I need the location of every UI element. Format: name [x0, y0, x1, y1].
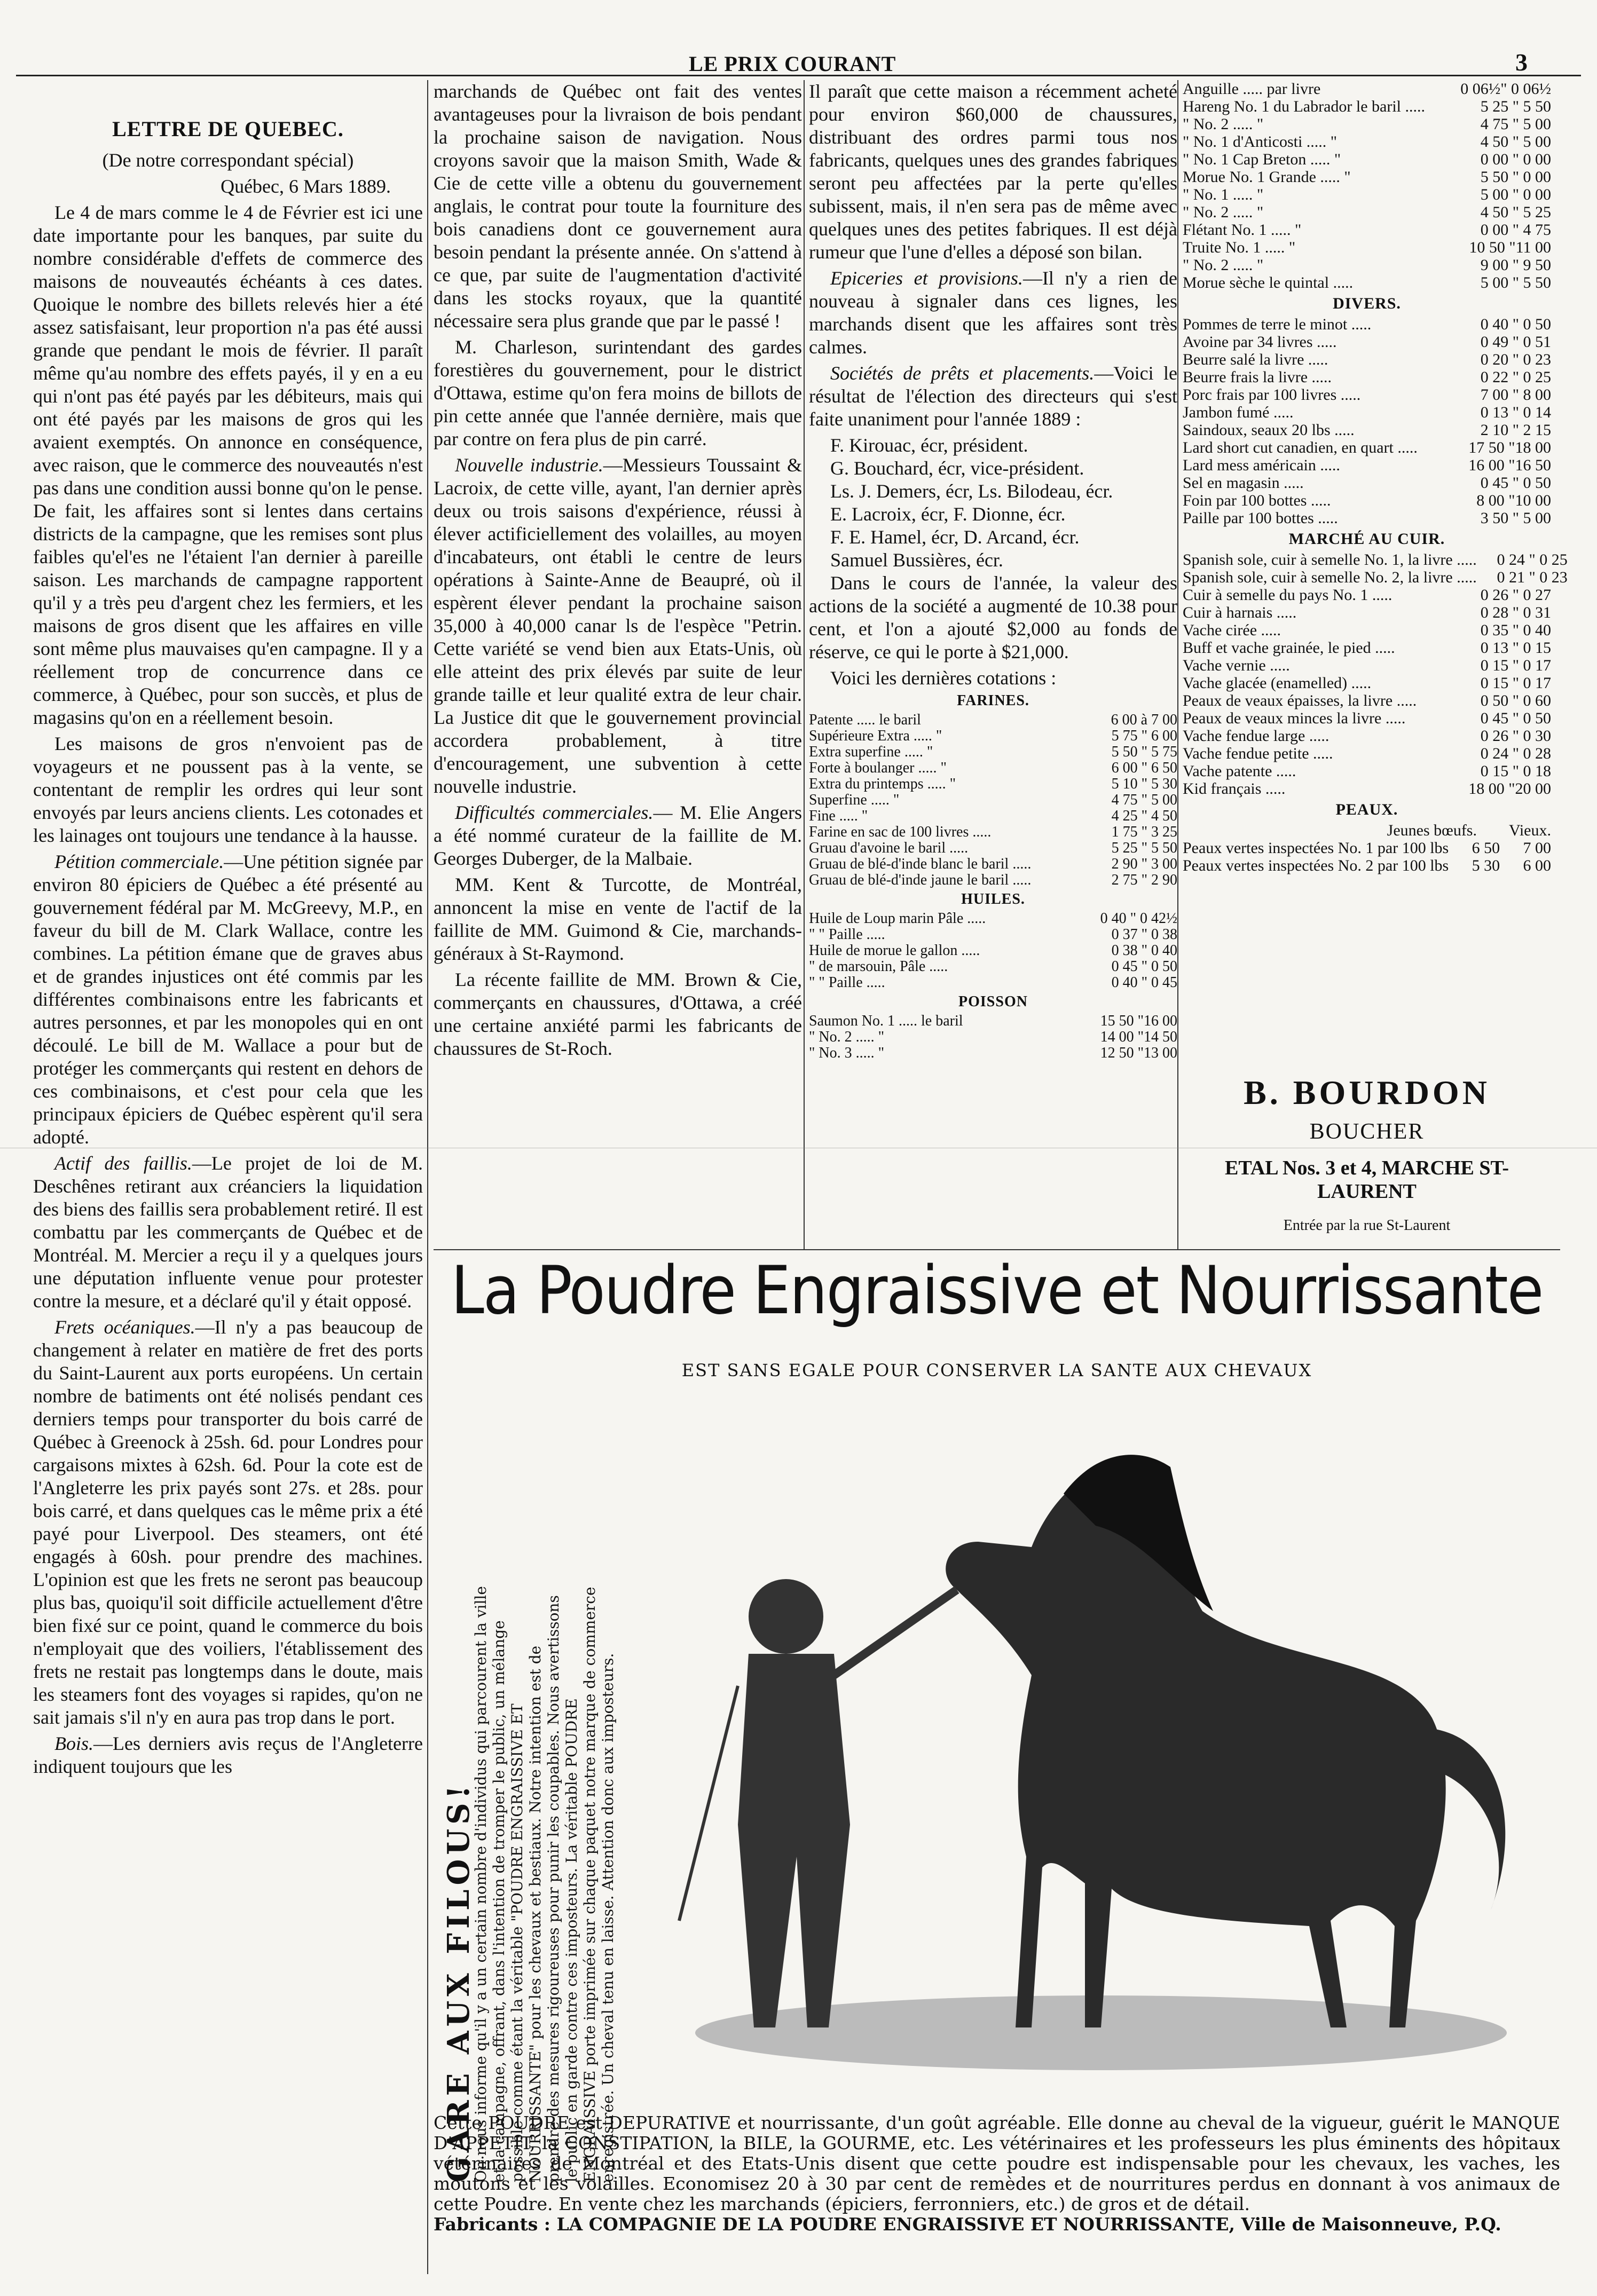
item-price: 16 00 "16 50 [1468, 456, 1551, 474]
item-price: 0 15 " 0 17 [1480, 657, 1551, 674]
price-table-poisson [809, 1013, 1177, 1061]
director-entry: Samuel Bussières, écr. [830, 549, 1003, 571]
peaux-header-col: Jeunes bœufs. [1387, 822, 1477, 839]
paragraph: Dans le cours de l'année, la valeur des actions de la société a augmenté de 10.38 pour cent, et l'on a ajouté $2,000 au fonds de réserve, ce qui le porte à $21,000. [809, 572, 1177, 662]
column-rule-3 [1177, 80, 1178, 1249]
item-name: Extra du printemps ..... " [809, 776, 956, 792]
section-title-cuir: MARCHÉ AU CUIR. [1288, 530, 1445, 548]
item-price: 0 40 " 0 45 [1111, 974, 1177, 991]
item-name: Cuir à harnais ..... [1183, 604, 1297, 621]
item-name: Superfine ..... " [809, 792, 900, 808]
item-name: Anguille ..... par livre [1183, 80, 1321, 98]
item-price: 7 00 " 8 00 [1480, 386, 1551, 404]
price-table-farines [809, 712, 1177, 888]
item-name: " No. 2 ..... " [1183, 115, 1264, 133]
item-price: 18 00 "20 00 [1468, 780, 1551, 798]
item-price: 5 30 [1472, 857, 1500, 874]
price-row [1183, 604, 1551, 621]
price-row [1183, 333, 1551, 351]
item-name: " No. 2 ..... " [809, 1029, 885, 1045]
item-price: 0 40 " 0 50 [1480, 315, 1551, 333]
groom-head-icon [749, 1579, 823, 1654]
director-entry: F. E. Hamel, écr, D. Arcand, écr. [830, 526, 1080, 548]
item-price: 5 50 " 5 75 [1111, 744, 1177, 760]
price-row [809, 856, 1177, 872]
item-name: Cuir à semelle du pays No. 1 ..... [1183, 586, 1393, 604]
item-price: 0 40 " 0 42½ [1100, 910, 1177, 927]
byline: (De notre correspondant spécial) [102, 149, 354, 171]
section-title-divers: DIVERS. [1333, 295, 1401, 312]
paragraph: marchands de Québec ont fait des ventes avantageuses pour la livraison de bois pendant la prochaine saison de navigation. Nous croyons savoir que la maison Smith, Wade & Cie de cette ville a obtenu du gouvernement anglais, le contrat pour toute la fourniture des bois canadiens dont ce gouvernement aura besoin pendant la présente année. On s'attend à ce que, par suite de l'augmentation d'activité dans les stocks royaux, que la quantité nécessaire sera plus grande que par le passé ! [434, 81, 802, 332]
paragraph: M. Charleson, surintendant des gardes forestières du gouvernement, pour le district d'Ottawa, estime qu'on fera moins de billots de pin cette année que l'année dernière, mais que par contre on fera plus de pin carré. [434, 336, 802, 449]
price-row [1183, 98, 1551, 115]
item-price: 0 49 " 0 51 [1480, 333, 1551, 351]
price-row [809, 760, 1177, 776]
section-lead: Nouvelle industrie. [455, 454, 603, 476]
item-name: " " Paille ..... [809, 974, 885, 991]
item-name: Pommes de terre le minot ..... [1183, 315, 1372, 333]
price-row [1183, 780, 1551, 798]
item-price: 0 28 " 0 31 [1480, 604, 1551, 621]
item-name: Peaux vertes inspectées No. 1 par 100 lbs [1183, 839, 1449, 857]
whip-icon [679, 1686, 738, 1921]
item-price: 14 00 "14 50 [1100, 1029, 1177, 1045]
item-price: 0 37 " 0 38 [1111, 926, 1177, 943]
price-row [1183, 586, 1551, 604]
director-entry: G. Bouchard, écr, vice-président. [830, 457, 1084, 479]
item-price: 0 20 " 0 23 [1480, 351, 1551, 368]
groom-arm-icon [834, 1590, 957, 1675]
item-price: 0 50 " 0 60 [1480, 692, 1551, 709]
price-row [1183, 692, 1551, 709]
price-row [1183, 639, 1551, 657]
item-name: Vache fendue large ..... [1183, 727, 1329, 745]
page-number: 3 [1515, 49, 1528, 76]
price-row [1183, 315, 1551, 333]
price-row [809, 927, 1177, 943]
price-table-fish [1183, 80, 1551, 291]
price-row [1183, 256, 1551, 274]
item-price: 4 50 " 5 00 [1480, 133, 1551, 151]
warning-box [441, 1584, 617, 2182]
item-price: 6 00 à 7 00 [1111, 712, 1177, 728]
section-lead: Actif des faillis. [54, 1153, 192, 1174]
bourdon-advert [1183, 1073, 1551, 1234]
price-row [1183, 569, 1568, 586]
price-table-huiles [809, 911, 1177, 991]
item-name: Patente ..... le baril [809, 712, 921, 728]
price-row [809, 840, 1177, 856]
section-title-huiles: HUILES. [961, 891, 1025, 908]
item-name: Buff et vache grainée, le pied ..... [1183, 639, 1395, 657]
item-name: Foin par 100 bottes ..... [1183, 492, 1331, 509]
item-price: 0 15 " 0 17 [1480, 674, 1551, 692]
section-title-farines: FARINES. [957, 692, 1029, 709]
advert-body [434, 2113, 1560, 2235]
item-name: Huile de Loup marin Pâle ..... [809, 910, 986, 927]
price-row [809, 959, 1177, 975]
directors-list [809, 434, 1177, 572]
item-name: Peaux de veaux minces la livre ..... [1183, 709, 1406, 727]
item-name: Peaux de veaux épaisses, la livre ..... [1183, 692, 1417, 709]
price-row [809, 872, 1177, 888]
column-1 [33, 80, 423, 1781]
price-row [1183, 421, 1551, 439]
price-row [809, 943, 1177, 959]
advert-subtitle: EST SANS EGALE POUR CONSERVER LA SANTE AUX CHEVAUX [681, 1360, 1312, 1380]
warning-text: On nous informe qu'il y a un certain nombre d'individus qui parcourent la ville et la campagne, offrant, dans l'intention de tromper le public, un mélange possible comme étant la véritable "POUDRE ENGRAISSIVE ET NOURRISSANTE" pour les chevaux et bestiaux. Notre intention est de prendre des mesures rigoureuses pour punir les coupables. Nous avertissons le public en garde contre ces imposteurs. La véritable POUDRE ENGRAISSIVE porte imprimée sur chaque paquet notre marque de commerce enregistrée. Un cheval tenu en laisse. Attention donc aux imposteurs. [472, 1586, 617, 2182]
price-row [1183, 368, 1551, 386]
price-row [1183, 203, 1551, 221]
item-name: Avoine par 34 livres ..... [1183, 333, 1337, 351]
warning-title: GARE AUX FILOUS! [441, 1781, 476, 2182]
item-price: 1 75 " 3 25 [1111, 824, 1177, 840]
item-price: 4 50 " 5 25 [1480, 203, 1551, 221]
item-price: 6 50 [1472, 839, 1500, 857]
item-price: 0 26 " 0 27 [1480, 586, 1551, 604]
item-name: Lard short cut canadien, en quart ..... [1183, 439, 1418, 456]
item-price: 7 00 [1523, 839, 1551, 857]
item-price: 0 00 " 4 75 [1480, 221, 1551, 239]
paragraph: MM. Kent & Turcotte, de Montréal, annoncent la mise en vente de l'actif de la faillite de MM. Guimond & Cie, marchands-généraux à St-Raymond. [434, 874, 802, 964]
item-price: 0 45 " 0 50 [1480, 709, 1551, 727]
newspaper-title: LE PRIX COURANT [689, 52, 896, 76]
director-entry: F. Kirouac, écr, président. [830, 435, 1028, 456]
paragraph: Il paraît que cette maison a récemment acheté pour environ $60,000 de chaussures, distribuant des ordres parmi tous nos fabricants, quelques unes des grandes fabriques seront peu affectées par la perte qu'elles subissent, mais, il n'en sera pas de même avec quelques unes des petites fabriques. Il est déjà rumeur que l'une d'elles a déposé son bilan. [809, 81, 1177, 263]
item-price: 0 00 " 0 00 [1480, 151, 1551, 168]
advert-title: La Poudre Engraissive et Nourrissante [451, 1252, 1543, 1329]
advert-fabricants: Fabricants : LA COMPAGNIE DE LA POUDRE ENGRAISSIVE ET NOURRISSANTE, Ville de Maisonneuve, P.Q. [434, 2214, 1501, 2235]
article-heading: LETTRE DE QUEBEC. [112, 117, 344, 141]
price-row [1183, 857, 1551, 874]
horse-body-icon [946, 1466, 1446, 2027]
price-row [809, 1013, 1177, 1029]
column-rule-1 [427, 80, 428, 2274]
item-price: 0 22 " 0 25 [1480, 368, 1551, 386]
item-price: 6 00 " 6 50 [1111, 760, 1177, 776]
price-row [1183, 839, 1551, 857]
item-name: Vache vernie ..... [1183, 657, 1290, 674]
header-rule [16, 75, 1581, 76]
advert-body-text: Cette POUDRE est DEPURATIVE et nourrissante, d'un goût agréable. Elle donne au cheval de la vigueur, guérit le MANQUE D'APPETIT, la CONSTIPATION, la BILE, la GOURME, etc. Les vétérinaires et les professeurs les plus éminents des hôpitaux vétérinaires de Montréal et des Etats-Unis disent que cette poudre est indispensable pour les chevaux, les vaches, les moutons et les volailles. Economisez 20 à 30 par cent de remèdes et de nourritures perdus en donnant à vos animaux de cette Poudre. En vente chez les marchands (épiciers, ferronniers, etc.) de gros et de détail. [434, 2112, 1560, 2214]
item-price: 0 15 " 0 18 [1480, 762, 1551, 780]
item-price: 2 90 " 3 00 [1111, 856, 1177, 872]
item-name: Fine ..... " [809, 808, 868, 824]
paragraph: —Le projet de loi de M. Deschênes retirant aux créanciers la liquidation des biens des faillis sera probablement retiré. Il est combattu par les commerçants de Québec et de Montréal. M. Mercier a reçu il y a quelques jours une députation influente venue pour protester contre la mesure, et a déclaré qu'il y était opposé. [33, 1153, 423, 1312]
item-price: 4 75 " 5 00 [1111, 792, 1177, 808]
item-price: 4 75 " 5 00 [1480, 115, 1551, 133]
item-price: 0 38 " 0 40 [1111, 942, 1177, 959]
price-row [1183, 115, 1551, 133]
price-row [809, 744, 1177, 760]
section-lead: Difficultés commerciales. [455, 802, 654, 823]
item-price: 2 75 " 2 90 [1111, 872, 1177, 888]
paragraph: Voici les dernières cotations : [830, 667, 1057, 689]
paragraph: —Les derniers avis reçus de l'Angleterre indiquent toujours que les [33, 1733, 423, 1777]
paragraph: — M. Elie Angers a été nommé curateur de la faillite de M. Georges Duberger, de la Malbaie. [434, 802, 802, 869]
item-price: 0 24 " 0 28 [1480, 745, 1551, 762]
price-row [1183, 492, 1551, 509]
item-price: 9 00 " 9 50 [1480, 256, 1551, 274]
item-name: Flétant No. 1 ..... " [1183, 221, 1302, 239]
item-name: Beurre frais la livre ..... [1183, 368, 1332, 386]
advertiser-name: B. BOURDON [1244, 1074, 1490, 1111]
price-row [1183, 351, 1551, 368]
price-row [1183, 474, 1551, 492]
price-row [809, 975, 1177, 991]
paragraph: —Il n'y a rien de nouveau à signaler dans ces lignes, les marchands disent que les affaires sont très calmes. [809, 267, 1177, 358]
item-price: 5 25 " 5 50 [1111, 840, 1177, 856]
price-row [809, 824, 1177, 840]
item-price: 5 10 " 5 30 [1111, 776, 1177, 792]
price-row [1183, 456, 1551, 474]
item-price: 5 00 " 0 00 [1480, 186, 1551, 203]
item-name: Vache fendue petite ..... [1183, 745, 1333, 762]
price-row [1183, 404, 1551, 421]
powder-advert [434, 1253, 1560, 2279]
item-price: 5 75 " 6 00 [1111, 728, 1177, 744]
price-row [809, 808, 1177, 824]
item-name: Paille par 100 bottes ..... [1183, 509, 1338, 527]
price-row [1183, 745, 1551, 762]
section-title-peaux: PEAUX. [1335, 801, 1398, 818]
item-price: 0 35 " 0 40 [1480, 621, 1551, 639]
item-name: Forte à boulanger ..... " [809, 760, 947, 776]
price-row [1183, 439, 1551, 456]
paragraph: —Voici le résultat de l'élection des directeurs qui s'est faite unaniment pour l'année 1889 : [809, 362, 1177, 430]
price-row [809, 911, 1177, 927]
item-name: Porc frais par 100 livres ..... [1183, 386, 1361, 404]
item-price: 6 00 [1523, 857, 1551, 874]
advertiser-trade: BOUCHER [1309, 1119, 1425, 1144]
item-price: 0 24 " 0 25 [1497, 551, 1568, 569]
director-entry: Ls. J. Demers, écr, Ls. Bilodeau, écr. [830, 480, 1113, 502]
director-entry: E. Lacroix, écr, F. Dionne, écr. [830, 503, 1066, 525]
item-name: Gruau d'avoine le baril ..... [809, 840, 969, 856]
item-name: Morue No. 1 Grande ..... " [1183, 168, 1351, 186]
price-row [1183, 762, 1551, 780]
item-name: Supérieure Extra ..... " [809, 728, 942, 744]
paragraph: —Messieurs Toussaint & Lacroix, de cette ville, ayant, l'an dernier après deux ou trois saisons d'expérience, réussi à élever actificiellement des volailles, au moyen d'incabateurs, ont établi le centre de leurs opérations à Sainte-Anne de Beaupré, où il espèrent élever pendant la prochaine saison 35,000 à 40,000 canar ls de l'espèce "Petrin. Cette variété se vend bien aux Etats-Unis, où elle atteint des prix élevés par suite de leur grande taille et leur qualité extra de leur chair. La Justice dit que le gouvernement provincial accordera probablement, à titre d'encouragement, une subvention à cette nouvelle industrie. [434, 454, 802, 797]
paragraph: —Une pétition signée par environ 80 épiciers de Québec a été présenté au gouvernement fédéral par M. McGreevy, M.P., en faveur du bill de M. Clark Wallace, contre les combines. La pétition émane que de graves abus et de grandes injustices ont été commis par les différentes combinaisons entre les fabricants et autres personnes, et par les monopoles qui en ont découlé. Le bill de M. Wallace a pour but de protéger les commerçants qui restent en dehors de ces combinaisons, et c'est pour cela que les principaux épiciers de Québec espèrent qu'il sera adopté. [33, 851, 423, 1148]
paragraph: Le 4 de mars comme le 4 de Février est ici une date importante pour les banques, par suite du nombre considérable d'effets de commerce des maisons de nouveautés échéants à ces dates. Quoique le nombre des billets relevés hier a été assez satisfaisant, leur proportion n'a pas été aussi grande que pendant le mois de février. Il paraît même qu'au nombre des effets payés, il y en a eu qui n'ont pas été payés par les débiteurs, mais qui ont été payés par les maisons de gros qui les avaient exemptés. On annonce en conséquence, avec raison, que le commerce des nouveautés n'est pas dans une condition aussi bonne qu'on le pense. De fait, les affaires sont si lentes dans certains districts de la campagne, que les remises sont plus faibles qu'el'es ne l'étaient l'an dernier à pareille saison. Les marchands de campagne rapportent qu'il y a très peu d'argent chez les fermiers, et les maisons de gros disent que les affaires en ville sont même plus mauvaises qu'en campagne. Il y a réellement trop de concurrence dans ce commerce, à Québec, pour son succès, et plus de magasins qu'on en a réellement besoin. [33, 202, 423, 728]
price-row [1183, 80, 1551, 98]
price-row [1183, 186, 1551, 203]
item-price: 15 50 "16 00 [1100, 1013, 1177, 1029]
item-name: " No. 1 Cap Breton ..... " [1183, 151, 1341, 168]
item-price: 17 50 "18 00 [1468, 439, 1551, 456]
paragraph: —Il n'y a pas beaucoup de changement à relater en matière de fret des ports du Saint-Laurent aux ports européens. Un certain nombre de batiments ont été nolisés pendant ces derniers temps pour transporter du bois carré de Québec à Greenock à 25sh. 6d. pour Londres pour cargaisons mixtes à 62sh. 6d. Pour la cote est de l'Angleterre les prix payés sont 27s. et 28s. pour bois carré, et dans quelques cas le même prix a été payé pour Liverpool. Des steamers, ont été engagés à 60sh. pour prendre des machines. L'opinion est que les frets ne seront pas beaucoup plus bas, quoiqu'il soit difficile actuellement d'être bien fixé sur ce point, quand le commerce du bois n'employait que des voiliers, l'établissement des frets ne restait pas longtemps dans le doute, mais les steamers font des voyages si rapides, qu'on ne sait jamais s'il n'y en aura pas trop dans le port. [33, 1316, 423, 1728]
section-lead: Sociétés de prêts et placements. [830, 362, 1095, 384]
price-row [809, 712, 1177, 728]
item-name: Kid français ..... [1183, 780, 1286, 798]
item-name: " No. 1 ..... " [1183, 186, 1264, 203]
price-row [1183, 386, 1551, 404]
section-lead: Pétition commerciale. [54, 851, 224, 872]
item-name: Extra superfine ..... " [809, 744, 933, 760]
groom-body-icon [738, 1654, 850, 2027]
item-name: Vache glacée (enamelled) ..... [1183, 674, 1372, 692]
item-price: 5 25 " 5 50 [1480, 98, 1551, 115]
item-name: Morue sèche le quintal ..... [1183, 274, 1354, 291]
price-row [809, 792, 1177, 808]
dateline: Québec, 6 Mars 1889. [221, 176, 391, 197]
column-rule-2 [804, 80, 805, 1249]
item-price: 0 21 " 0 23 [1497, 569, 1568, 586]
item-price: 10 50 "11 00 [1469, 239, 1551, 256]
item-price: 0 06½" 0 06½ [1460, 80, 1551, 98]
price-row [1183, 657, 1551, 674]
item-name: Spanish sole, cuir à semelle No. 1, la livre ..... [1183, 551, 1477, 569]
price-row [1183, 551, 1568, 569]
item-price: 0 45 " 0 50 [1111, 958, 1177, 975]
item-price: 0 13 " 0 15 [1480, 639, 1551, 657]
section-lead: Bois. [54, 1733, 94, 1754]
horse-illustration [658, 1387, 1544, 2092]
price-row [1183, 709, 1551, 727]
price-row [1183, 221, 1551, 239]
price-table-divers [1183, 315, 1551, 527]
item-name: " No. 3 ..... " [809, 1045, 885, 1061]
item-price: 8 00 "10 00 [1476, 492, 1551, 509]
section-lead: Frets océaniques. [54, 1316, 195, 1338]
peaux-header-col: Vieux. [1508, 822, 1551, 839]
item-name: Farine en sac de 100 livres ..... [809, 824, 992, 840]
price-table-cuir [1183, 551, 1568, 798]
item-price: 2 10 " 2 15 [1480, 421, 1551, 439]
item-price: 5 00 " 5 50 [1480, 274, 1551, 291]
advertiser-address: ETAL Nos. 3 et 4, MARCHE ST-LAURENT [1224, 1157, 1509, 1203]
peaux-header [1183, 822, 1551, 839]
item-name: Truite No. 1 ..... " [1183, 239, 1296, 256]
item-name: Lard mess américain ..... [1183, 456, 1340, 474]
item-name: Beurre salé la livre ..... [1183, 351, 1328, 368]
price-row [809, 728, 1177, 744]
item-name: Vache cirée ..... [1183, 621, 1281, 639]
price-row [1183, 621, 1551, 639]
item-price: 0 45 " 0 50 [1480, 474, 1551, 492]
item-name: Gruau de blé-d'inde jaune le baril ..... [809, 872, 1032, 888]
item-price: 12 50 "13 00 [1100, 1045, 1177, 1061]
price-row [1183, 509, 1551, 527]
item-price: 4 25 " 4 50 [1111, 808, 1177, 824]
price-row [809, 1029, 1177, 1045]
price-row [1183, 168, 1551, 186]
section-lead: Epiceries et provisions. [830, 267, 1023, 289]
item-name: Saindoux, seaux 20 lbs ..... [1183, 421, 1355, 439]
paragraph: La récente faillite de MM. Brown & Cie, commerçants en chaussures, d'Ottawa, a créé une certaine anxiété parmi les fabricants de chaussures de St-Roch. [434, 969, 802, 1059]
price-row [1183, 133, 1551, 151]
item-name: " No. 1 d'Anticosti ..... " [1183, 133, 1338, 151]
price-table-peaux [1183, 839, 1551, 874]
item-name: " de marsouin, Pâle ..... [809, 958, 948, 975]
item-name: Peaux vertes inspectées No. 2 par 100 lbs [1183, 857, 1449, 874]
item-name: " " Paille ..... [809, 926, 885, 943]
column-2 [434, 80, 802, 1063]
advertiser-entry: Entrée par la rue St-Laurent [1283, 1217, 1451, 1234]
item-name: Jambon fumé ..... [1183, 404, 1294, 421]
item-price: 0 26 " 0 30 [1480, 727, 1551, 745]
price-row [809, 1045, 1177, 1061]
item-name: " No. 2 ..... " [1183, 203, 1264, 221]
item-name: " No. 2 ..... " [1183, 256, 1264, 274]
column-4 [1183, 80, 1568, 874]
price-row [1183, 239, 1551, 256]
ad-top-rule [434, 1249, 1560, 1250]
item-name: Saumon No. 1 ..... le baril [809, 1013, 963, 1029]
item-price: 5 50 " 0 00 [1480, 168, 1551, 186]
item-name: Hareng No. 1 du Labrador le baril ..... [1183, 98, 1426, 115]
paragraph: Les maisons de gros n'envoient pas de voyageurs et ne poussent pas à la vente, se contentant de remplir les ordres qui leur sont envoyés par leurs anciens clients. Les cotonades et les lainages ont toujours une tendance à la hausse. [33, 733, 423, 846]
item-name: Huile de morue le gallon ..... [809, 942, 980, 959]
item-price: 0 13 " 0 14 [1480, 404, 1551, 421]
item-name: Gruau de blé-d'inde blanc le baril ..... [809, 856, 1032, 872]
price-row [809, 776, 1177, 792]
item-price: 3 50 " 5 00 [1480, 509, 1551, 527]
item-name: Vache patente ..... [1183, 762, 1296, 780]
item-name: Spanish sole, cuir à semelle No. 2, la livre ..... [1183, 569, 1477, 586]
section-title-poisson: POISSON [958, 993, 1028, 1010]
price-row [1183, 274, 1551, 291]
price-row [1183, 727, 1551, 745]
item-name: Sel en magasin ..... [1183, 474, 1304, 492]
price-row [1183, 151, 1551, 168]
column-3 [809, 80, 1177, 1061]
price-row [1183, 674, 1551, 692]
